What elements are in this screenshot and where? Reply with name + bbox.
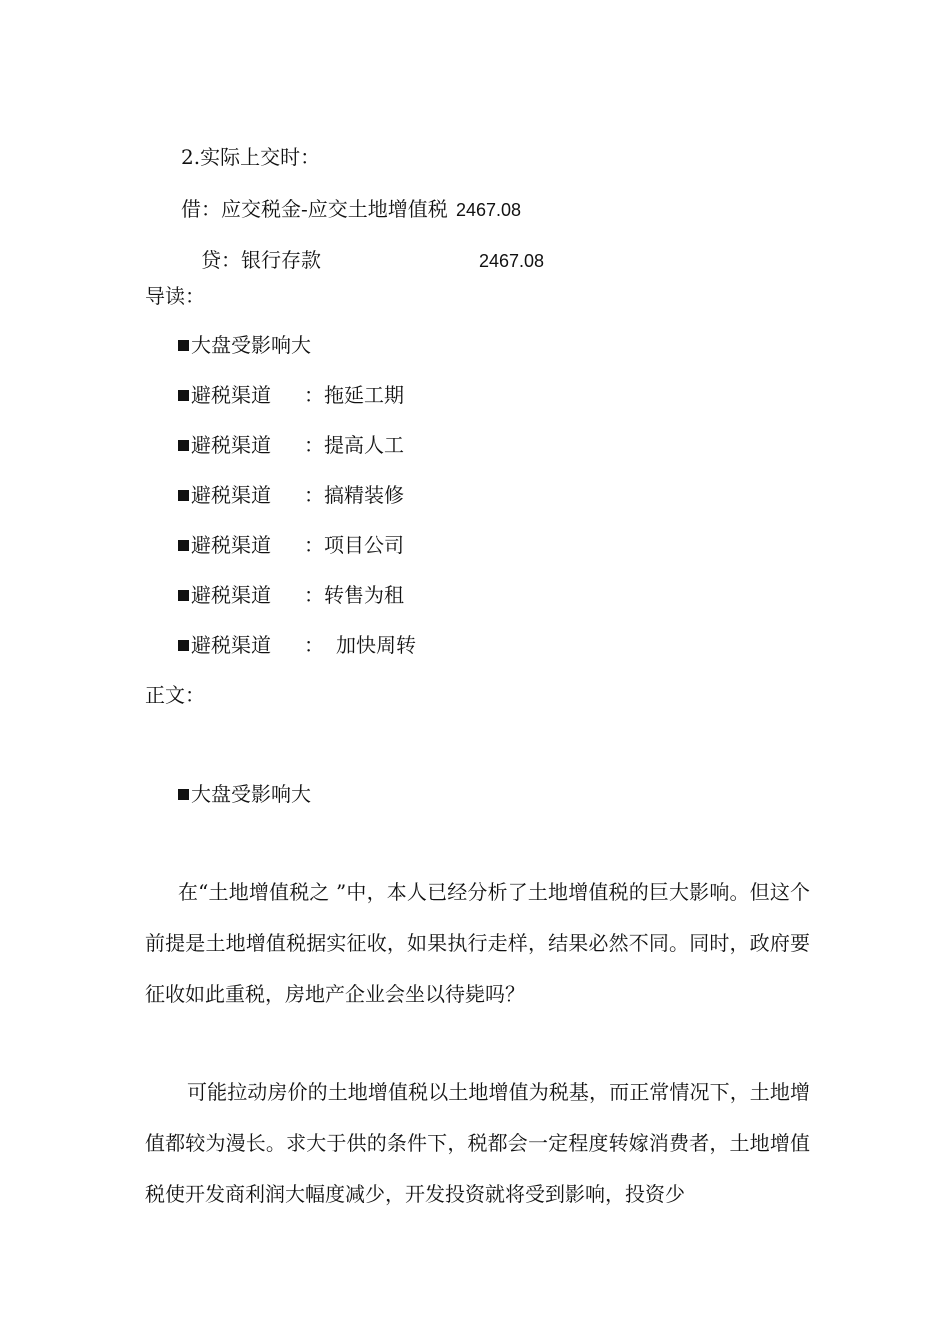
avoidance-item: [178, 532, 404, 558]
avoidance-item: [178, 482, 404, 508]
square-bullet-icon: [178, 340, 189, 351]
avoidance-label: 避税渠道: [191, 583, 271, 607]
debit-entry-amount: 2467.08: [456, 200, 522, 220]
credit-entry-amount: 2467.08: [479, 251, 545, 271]
avoidance-label: 避税渠道: [191, 383, 271, 407]
body-paragraph-2: 可能拉动房价的土地增值税以土地增值为税基，而正常情况下，土地增值都较为漫长。求大于供的条件下，税都会一定程度转嫁消费者，土地增值税使开发商利润大幅度减少，开发投资就将受到影响，投资少: [145, 1080, 810, 1206]
body-subheading-text: 大盘受影响大: [191, 782, 311, 806]
avoidance-item: [178, 632, 416, 658]
avoidance-label: 避税渠道: [191, 433, 271, 457]
avoidance-label: 避税渠道: [191, 533, 271, 557]
body-paragraph-1: 在“土地增值税之 ”中，本人已经分析了土地增值税的巨大影响。但这个前提是土地增值税据实征收，如果执行走样，结果必然不同。同时，政府要征收如此重税，房地产企业会坐以待毙吗？: [145, 880, 810, 1006]
avoidance-item: [178, 432, 404, 458]
avoidance-text: 加快周转: [336, 633, 416, 657]
avoidance-label: 避税渠道: [191, 483, 271, 507]
avoidance-colon: ：: [304, 433, 324, 457]
avoidance-item: [178, 382, 404, 408]
square-bullet-icon: [178, 789, 189, 800]
square-bullet-icon: [178, 640, 189, 651]
avoidance-colon: ：: [304, 583, 324, 607]
square-bullet-icon: [178, 590, 189, 601]
guide-title: 导读：: [145, 284, 205, 308]
avoidance-text: 搞精装修: [324, 483, 404, 507]
avoidance-label: 避税渠道: [191, 633, 271, 657]
avoidance-text: 转售为租: [324, 583, 404, 607]
body-subheading: [178, 781, 311, 807]
square-bullet-icon: [178, 440, 189, 451]
avoidance-colon: ：: [304, 533, 324, 557]
guide-bullet-first: [178, 332, 311, 358]
avoidance-colon: ：: [304, 483, 324, 507]
square-bullet-icon: [178, 490, 189, 501]
avoidance-text: 拖延工期: [324, 383, 404, 407]
guide-bullet-text: 大盘受影响大: [191, 333, 311, 357]
avoidance-item: [178, 582, 404, 608]
section-heading-text: 2.实际上交时：: [181, 145, 321, 169]
avoidance-colon: ：: [304, 383, 324, 407]
square-bullet-icon: [178, 540, 189, 551]
avoidance-colon: ：: [304, 633, 324, 657]
section-heading: [181, 144, 320, 170]
square-bullet-icon: [178, 390, 189, 401]
avoidance-text: 项目公司: [324, 533, 404, 557]
credit-entry-label: 贷：银行存款: [201, 248, 321, 272]
body-title: 正文：: [145, 683, 205, 707]
debit-entry-label: 借：应交税金-应交土地增值税: [181, 197, 448, 221]
avoidance-text: 提高人工: [324, 433, 404, 457]
